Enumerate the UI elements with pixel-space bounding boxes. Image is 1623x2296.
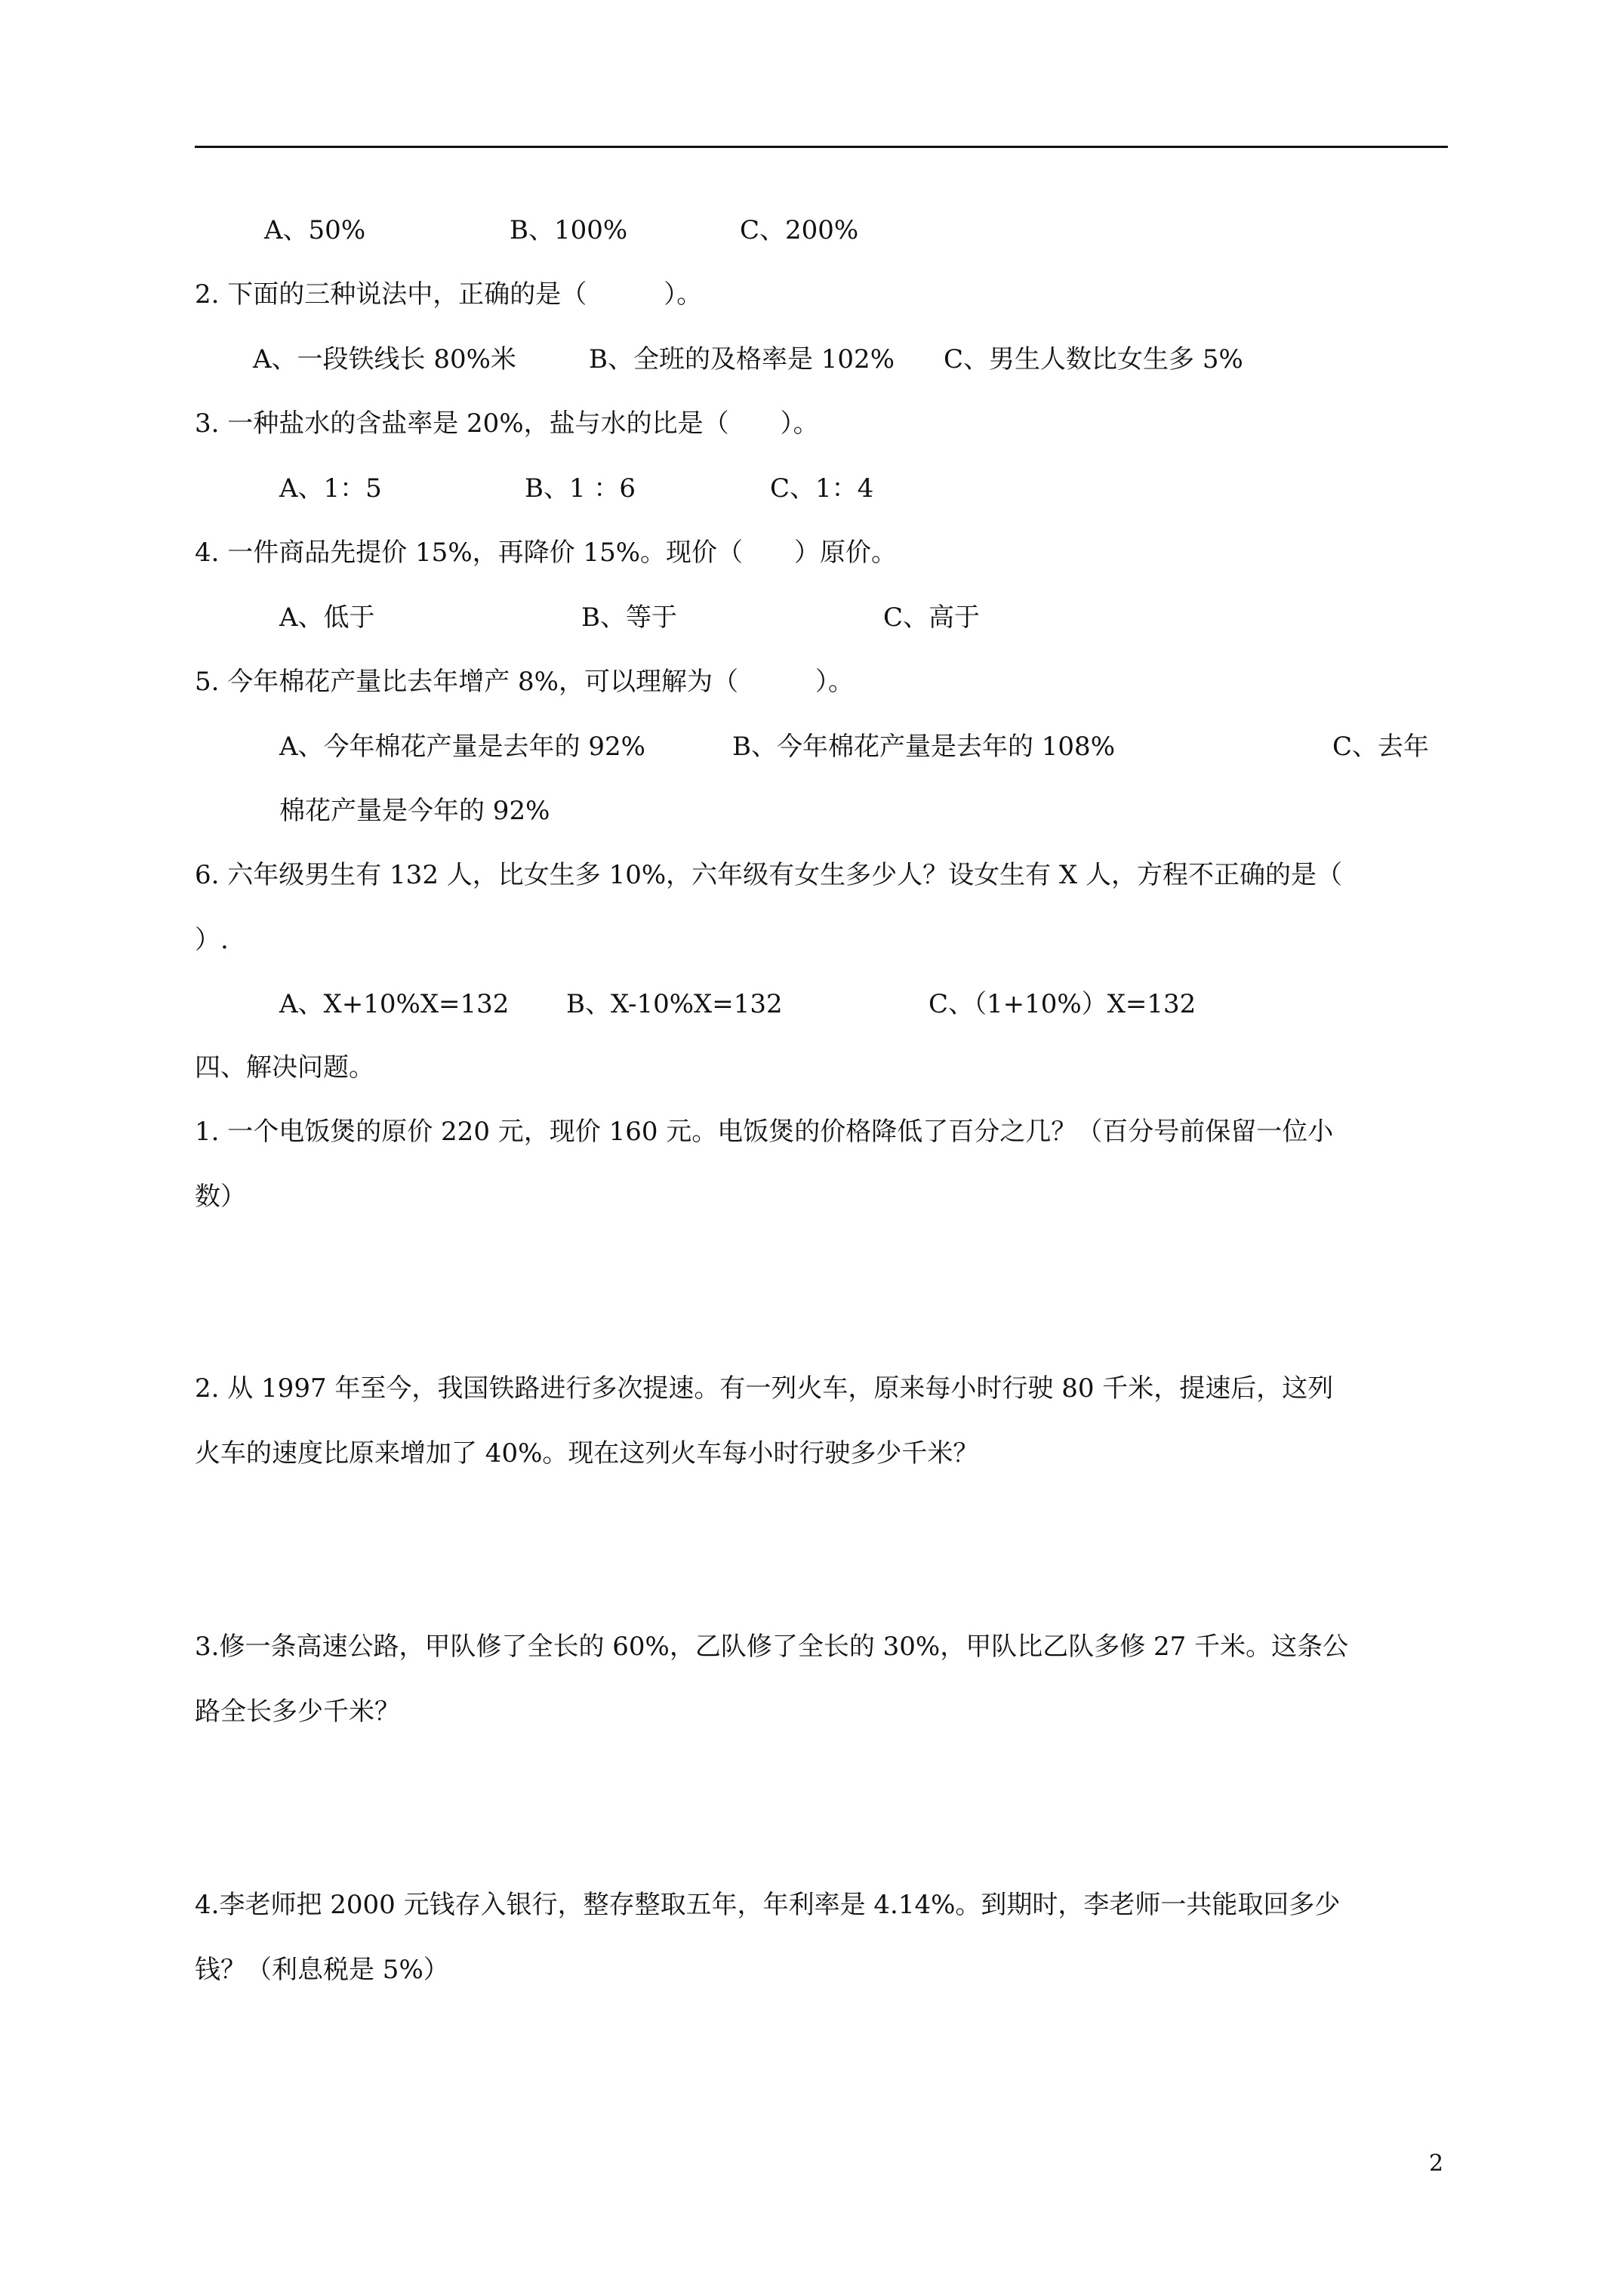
problem-1-line-2: 数） [195,1182,246,1212]
problem-2-line-2: 火车的速度比原来增加了 40%。现在这列火车每小时行驶多少千米？ [195,1438,979,1469]
question-4-stem: 4. 一件商品先提价 15%，再降价 15%。现价（ ）原价。 [195,538,898,568]
page-number: 2 [1429,2150,1444,2177]
problem-4-line-2: 钱？（利息税是 5%） [195,1955,449,1985]
question-5-option-b: B、今年棉花产量是去年的 108% [732,732,1115,762]
question-6-option-c: C、（1+10%）X=132 [929,989,1196,1019]
problem-4-line-1: 4.李老师把 2000 元钱存入银行，整存整取五年，年利率是 4.14%。到期时，李老师一共能取回多少 [195,1890,1341,1920]
option-c: C、200% [740,215,859,245]
question-3-stem: 3. 一种盐水的含盐率是 20%，盐与水的比是（ ）。 [195,408,819,439]
option-b: B、100% [510,215,628,245]
question-2-option-b: B、全班的及格率是 102% [589,344,895,374]
question-6-option-a: A、X+10%X=132 [279,989,510,1019]
question-2-option-c: C、男生人数比女生多 5% [944,344,1243,374]
problem-1-line-1: 1. 一个电饭煲的原价 220 元，现价 160 元。电饭煲的价格降低了百分之几？（百分号前保留一位小 [195,1117,1334,1147]
question-6-stem: 6. 六年级男生有 132 人，比女生多 10%，六年级有女生多少人？设女生有 X 人，方程不正确的是（ [195,860,1342,890]
question-5-option-c: C、去年 [1332,732,1430,762]
question-5-option-a: A、今年棉花产量是去年的 92% [279,732,645,762]
question-2-option-a: A、一段铁线长 80%米 [253,344,516,374]
question-4-option-a: A、低于 [279,603,375,633]
section-4-title: 四、解决问题。 [195,1052,374,1083]
question-2-stem: 2. 下面的三种说法中，正确的是（ ）。 [195,279,703,310]
option-a: A、50% [264,215,366,245]
question-5-stem: 5. 今年棉花产量比去年增产 8%，可以理解为（ ）。 [195,667,854,697]
question-3-option-a: A、1：5 [279,473,382,504]
question-3-option-c: C、1：4 [770,473,874,504]
header-rule [195,146,1448,148]
question-4-option-c: C、高于 [883,603,981,633]
question-4-option-b: B、等于 [581,603,677,633]
question-3-option-b: B、1 ：6 [525,473,636,504]
question-6-option-b: B、X-10%X=132 [566,989,783,1019]
problem-2-line-1: 2. 从 1997 年至今，我国铁路进行多次提速。有一列火车，原来每小时行驶 80 千米，提速后，这列 [195,1373,1334,1404]
question-6-stem-continuation: ）. [195,925,229,955]
problem-3-line-1: 3.修一条高速公路，甲队修了全长的 60%，乙队修了全长的 30%，甲队比乙队多修 27 千米。这条公 [195,1632,1349,1662]
problem-3-line-2: 路全长多少千米？ [195,1697,400,1727]
question-5-option-c-continuation: 棉花产量是今年的 92% [279,796,550,826]
